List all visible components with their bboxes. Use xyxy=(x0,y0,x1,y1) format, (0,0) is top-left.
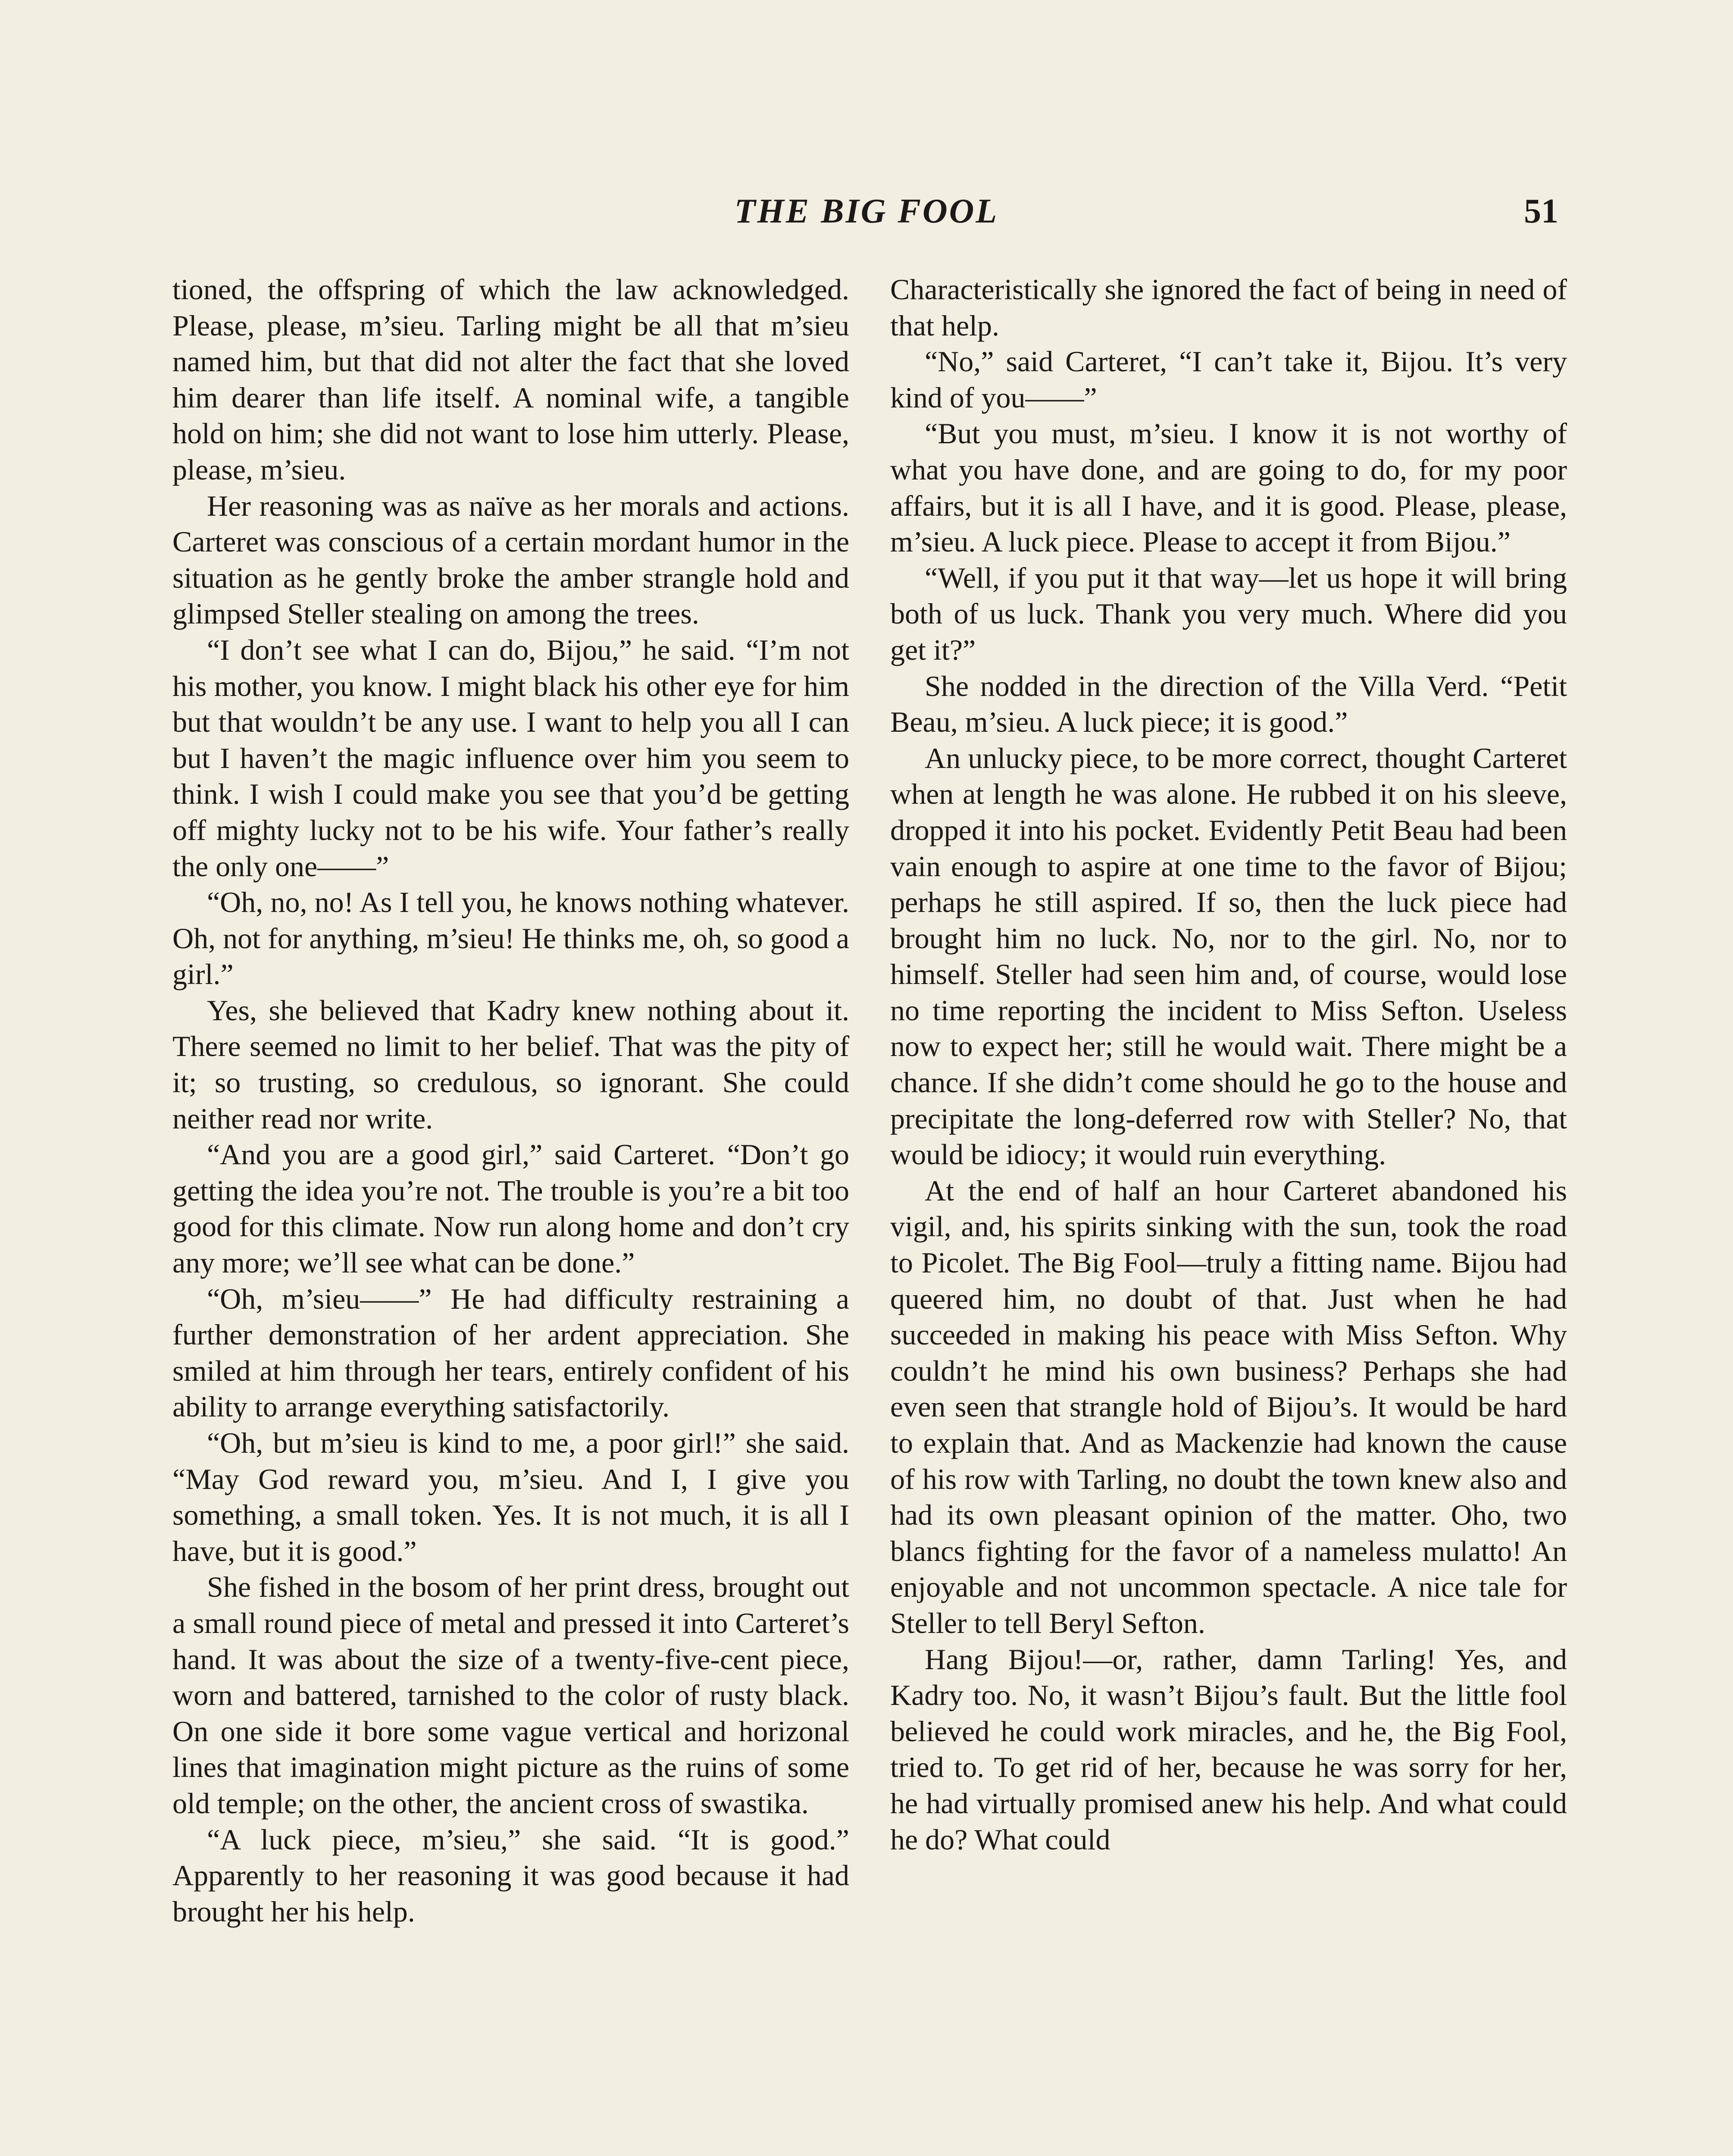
paragraph: “Oh, but m’sieu is kind to me, a poor girl!” she said. “May God reward you, m’sieu. And I, I give you something, a small token. Yes. It is not much, it is all I have, but it is good.” xyxy=(172,1426,849,1567)
right-column xyxy=(890,272,1567,2156)
paragraph: An unlucky piece, to be more correct, thought Carteret when at length he was alone. He rubbed it on his sleeve, dropped it into his pocket. Evidently Petit Beau had been vain enough to aspire at one time to the favor of Bijou; perhaps he still aspired. If so, then the luck piece had brought him no luck. No, nor to the girl. No, nor to himself. Steller had seen him and, of course, would lose no time reporting the incident to Miss Sefton. Useless now to expect her; still he would wait. There might be a chance. If she didn’t come should he go to the house and precipitate the long-deferred row with Steller? No, that would be idiocy; it would ruin everything. xyxy=(890,741,1567,1171)
paragraph: “A luck piece, m’sieu,” she said. “It is good.” Apparently to her reasoning it was good because it had brought her his help. xyxy=(172,1823,849,1928)
paragraph: Characteristically she ignored the fact of being in need of that help. xyxy=(890,273,1567,342)
paragraph: tioned, the offspring of which the law acknowledged. Please, please, m’sieu. Tarling might be all that m’sieu named him, but that did not alter the fact that she loved him dearer than life itself. A nominal wife, a tangible hold on him; she did not want to lose him utterly. Please, please, m’sieu. xyxy=(172,273,849,486)
page-header xyxy=(0,0,1733,230)
paragraph: She nodded in the direction of the Villa Verd. “Petit Beau, m’sieu. A luck piece; it is good.” xyxy=(890,669,1567,739)
paragraph: Hang Bijou!—or, rather, damn Tarling! Yes, and Kadry too. No, it wasn’t Bijou’s fault. But the little fool believed he could work miracles, and he, the Big Fool, tried to. To get rid of her, because he was sorry for her, he had virtually promised anew his help. And what could he do? What could xyxy=(890,1642,1567,1856)
paragraph: “Well, if you put it that way—let us hope it will bring both of us luck. Thank you very much. Where did you get it?” xyxy=(890,561,1567,666)
paragraph: Yes, she believed that Kadry knew nothing about it. There seemed no limit to her belief. That was the pity of it; so trusting, so credulous, so ignorant. She could neither read nor write. xyxy=(172,993,849,1135)
paragraph: “I don’t see what I can do, Bijou,” he said. “I’m not his mother, you know. I might black his other eye for him but that wouldn’t be any use. I want to help you all I can but I haven’t the magic influence over him you seem to think. I wish I could make you see that you’d be getting off mighty lucky not to be his wife. Your father’s really the only one——” xyxy=(172,633,849,883)
paragraph: “But you must, m’sieu. I know it is not worthy of what you have done, and are going to do, for my poor affairs, but it is all I have, and it is good. Please, please, m’sieu. A luck piece. Please to accept it from Bijou.” xyxy=(890,417,1567,558)
paragraph: Her reasoning was as naïve as her morals and actions. Carteret was conscious of a certain mordant humor in the situation as he gently broke the amber strangle hold and glimpsed Steller stealing on among the trees. xyxy=(172,489,849,630)
left-column xyxy=(172,272,849,2156)
page-number: 51 xyxy=(1524,192,1558,230)
paragraph: She fished in the bosom of her print dress, brought out a small round piece of metal and pressed it into Carteret’s hand. It was about the size of a twenty-five-cent piece, worn and battered, tarnished to the color of rusty black. On one side it bore some vague vertical and horizonal lines that imagination might picture as the ruins of some old temple; on the other, the ancient cross of swastika. xyxy=(172,1570,849,1820)
paragraph: “Oh, m’sieu——” He had difficulty restraining a further demonstration of her ardent appreciation. She smiled at him through her tears, entirely confident of his ability to arrange everything satisfactorily. xyxy=(172,1282,849,1423)
running-title: THE BIG FOOL xyxy=(734,192,999,230)
paragraph: “Oh, no, no! As I tell you, he knows nothing whatever. Oh, not for anything, m’sieu! He thinks me, oh, so good a girl.” xyxy=(172,886,849,991)
paragraph: “No,” said Carteret, “I can’t take it, Bijou. It’s very kind of you——” xyxy=(890,345,1567,414)
paragraph: “And you are a good girl,” said Carteret. “Don’t go getting the idea you’re not. The trouble is you’re a bit too good for this climate. Now run along home and don’t cry any more; we’ll see what can be done.” xyxy=(172,1138,849,1279)
paragraph: At the end of half an hour Carteret abandoned his vigil, and, his spirits sinking with the sun, took the road to Picolet. The Big Fool—truly a fitting name. Bijou had queered him, no doubt of that. Just when he had succeeded in making his peace with Miss Sefton. Why couldn’t he mind his own business? Perhaps she had even seen that strangle hold of Bijou’s. It would be hard to explain that. And as Mackenzie had known the cause of his row with Tarling, no doubt the town knew also and had its own pleasant opinion of the matter. Oho, two blancs fighting for the favor of a nameless mulatto! An enjoyable and not uncommon spectacle. A nice tale for Steller to tell Beryl Sefton. xyxy=(890,1174,1567,1639)
